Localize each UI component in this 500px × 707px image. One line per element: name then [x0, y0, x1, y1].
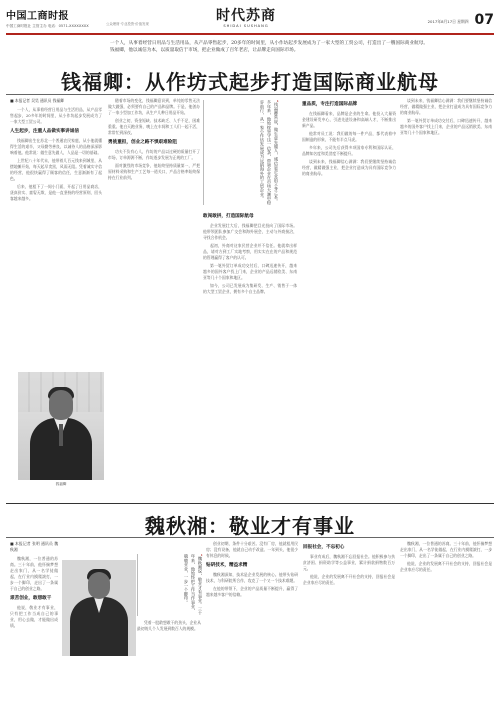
paragraph: 事业有成后，魏秋湘不忘回报社会。他积极参与扶贫济困、捐资助学等公益事业，累计捐款捐物数百万元。 — [303, 554, 395, 571]
section-header — [196, 5, 296, 28]
story2-byline: ■ 本报记者 张明 通讯员 魏秋湘 — [10, 541, 58, 552]
story2-subhead-1: 艰苦创业，敢想敢干 — [10, 596, 52, 601]
story1-column-4 — [302, 98, 396, 500]
issue-date: 2017年8月17日 星期四 — [427, 19, 469, 24]
story2-column-2b — [137, 620, 201, 702]
story2-pull-quote — [137, 554, 204, 616]
page-number: 07 — [474, 12, 494, 28]
story1-lead: 一个人，从事着经营日用品与生活用品，从产品零售起步，20多年的时间里，从小作坊起步发展成为了一家大型的工贸公司，打造出了一艘国际商业航母。钱福卿，他以诚信为本，以质量取信于市场，把企业做成了百年老店，让品牌走向国际市场。 — [110, 41, 428, 53]
paragraph: 如今，公司已发展成为集研发、生产、销售于一体的大型工贸企业，拥有多个自主品牌。 — [203, 283, 297, 294]
story2-column-4 — [400, 541, 492, 701]
paragraph: 凭着一股敢想敢干的劲头，企业从最初的几个人发展到数百人的规模。 — [137, 620, 201, 631]
story2-column-2 — [206, 541, 298, 701]
story1-subhead-2: 勇挑重担，创业之路不惧艰难险阻 — [108, 140, 177, 145]
masthead-right — [428, 13, 494, 27]
story1-portrait-photo — [18, 372, 104, 480]
headline-divider-2 — [6, 537, 494, 538]
story1-column-2 — [108, 98, 200, 500]
paragraph: 他说，敬业才有事业，只有把工作当成自己的事业，用心去做，才能做出成绩。 — [10, 605, 58, 628]
story1-column-3 — [203, 210, 297, 500]
paragraph: 随着市场的变化，钱福卿意识到，单纯的零售无法做大做强，必须要有自己的产品和品牌。于是，他创办了一家小型加工作坊，从生产几种日用品开始。 — [108, 98, 200, 115]
story1-photo-caption: 钱福卿 — [55, 482, 67, 486]
paragraph: 第一笔外贸订单成功交付后，口碑迅速传开，越来越多的国外客户找上门来，企业的产品远销欧美、东南亚等几十个国家和地区。 — [400, 118, 492, 135]
paragraph: 多年来，公司先后获得多项国家专利和国际认证，品牌知名度和美誉度不断提升。 — [302, 145, 396, 156]
paragraph: 他说，企业的发展离不开社会的支持，回报社会是企业家应尽的责任。 — [303, 574, 395, 585]
story2-pull-quote-text: 魏秋湘说，敬业才有事业。三十年来，他始终把工作当作事业，兢兢业业，一步一个脚印。 — [184, 554, 203, 616]
paragraph: 创业之初，资金短缺、技术缺乏、人手不足，困难重重。他白天跑业务，晚上在车间和工人们一起干活，常常忙到深夜。 — [108, 118, 200, 135]
paragraph: 谈到未来，钱福卿信心满满：我们要继续坚持诚信经营，做精做强主业，把企业打造成为具有国际竞争力的商业航母。 — [400, 98, 492, 115]
quote-mark-icon: “ — [274, 100, 279, 103]
paragraph: 企业发展壮大后，钱福卿把目光投向了国际市场。他带领团队参加广交会和海外展会，主动与外商接洽，寻找合作机会。 — [203, 223, 297, 240]
paragraph: 在他的带领下，企业的产品质量不断提升，赢得了越来越多客户的信赖。 — [206, 586, 298, 597]
story1-column-1 — [10, 98, 102, 370]
paragraph: 功夫不负有心人，作坊的产品以过硬的质量打开了市场，订单源源不断，作坊逐步发展为正规的工厂。 — [108, 149, 200, 160]
story1-subhead-1: 人生起步，注重人品做实事讲诚信 — [10, 129, 79, 134]
paragraph: 魏秋湘，一位普通的苏商。三十年前，他怀揣梦想走出家门，从一名学徒做起，在行业内摸爬滚打，一步一个脚印，走出了一条属于自己的创业之路。 — [400, 541, 492, 558]
paragraph: 魏秋湘，一位普通的苏商。三十年前，他怀揣梦想走出家门，从一名学徒做起，在行业内摸爬滚打，一步一个脚印，走出了一条属于自己的创业之路。 — [10, 556, 58, 591]
paragraph: 后来，他租下了一间小门面，开起了日用品商店，货真价实、童叟无欺，是他一直坚持的经营原则，回头客越来越多。 — [10, 184, 102, 201]
story2-subhead-3: 回报社会，不忘初心 — [303, 545, 345, 550]
paper-sub-info: 中国工商时报社 主管主办 电话：0571-XXXXXXXX — [6, 24, 89, 28]
headline-divider — [6, 94, 494, 95]
paragraph: 一个人，从事着经营日用品与生活用品，从产品零售起步，20多年的时间里，从小作坊起步发展成为了一家大型工贸公司。 — [10, 107, 102, 124]
paragraph: 面对激烈的市场竞争，他始终坚持质量第一，严把原材料采购和生产工艺每一道关口，产品合格率始终保持在行业前列。 — [108, 163, 200, 180]
section-title: 时代苏商 — [216, 8, 276, 24]
paragraph: 魏秋湘深知，技术是企业发展的核心。他带头钻研技术，与科研院所合作，攻克了一个又一个技术难题。 — [206, 572, 298, 583]
story1-column-5 — [400, 98, 492, 500]
masthead-tagline: 公众理财·专业投资·价值发现 — [106, 22, 149, 26]
quote-mark-icon: “ — [198, 554, 203, 557]
paragraph: 上世纪八十年代末，他带着几百元钱来到城里，从摆地摊开始，每天起早贪黑，风雨无阻。凭着诚实守信的经营，他很快赢得了顾客的信任，生意渐渐有了起色。 — [10, 158, 102, 181]
paper-name: 中国工商时报 — [6, 11, 69, 22]
story1-pull-quote — [203, 100, 280, 205]
story2-subhead-2: 钻研技术，精益求精 — [206, 563, 248, 568]
story-divider — [6, 503, 494, 504]
story2-portrait-photo — [62, 560, 136, 656]
paragraph: 创业初期，条件十分艰苦。没有厂房，他就租用民房；没有设备，他就自己动手改造。一年到头，他很少有休息的时候。 — [206, 541, 298, 558]
section-title-en: SHIDAI SUSHANG — [223, 24, 269, 28]
masthead — [6, 7, 494, 35]
story2-column-3 — [303, 541, 395, 701]
story1-headline: 钱福卿：从作坊式起步打造国际商业航母 — [61, 70, 439, 94]
paragraph: 他说，企业的发展离不开社会的支持，回报社会是企业家应尽的责任。 — [400, 561, 492, 572]
paragraph: 谈到未来，钱福卿信心满满：我们要继续坚持诚信经营，做精做强主业，把企业打造成为具有国际竞争力的商业航母。 — [302, 159, 396, 176]
story2-headline: 魏秋湘：敬业才有事业 — [145, 514, 355, 538]
paragraph: 钱福卿出生在苏北一个普通农民家庭，从小他就懂得生活的艰辛，父母勤劳善良，以诚待人的品格深深影响着他。他常说：做生意先做人，人品是一切的基础。 — [10, 138, 102, 155]
paragraph: 第一笔外贸订单成功交付后，口碑迅速传开，越来越多的国外客户找上门来，企业的产品远销欧美、东南亚等几十个国家和地区。 — [203, 263, 297, 280]
story2-column-1 — [10, 541, 58, 701]
story1-subhead-3: 敢闯敢拼，打造国际航母 — [203, 214, 254, 219]
story1-byline: ■ 本报记者 吴昊 通讯员 钱福卿 — [10, 98, 64, 103]
paragraph: 在钱福卿看来，品牌是企业的生命。他投入大量资金建设研发中心，引进先进设备和高端人才，不断推出新产品。 — [302, 111, 396, 128]
paragraph: 他常对员工说：我们做的每一件产品，都代表着中国制造的形象，不能有半点马虎。 — [302, 131, 396, 142]
story1-subhead-4: 重品质，专注打造国际品牌 — [302, 102, 358, 107]
story1-pull-quote-text: 钱福卿常说，做生意先做人，诚信是企业的立身之本。多年来，他始终坚守这一信条，带领企业在市场大潮中稳步前行，从一家小作坊发展成为远销海外的工贸企业。 — [260, 100, 279, 205]
paragraph: 起初，外商对这家民营企业并不信任。他就拿出样品，请对方到工厂实地考察，用实实在在的产品和规范的管理赢得了客户的认可。 — [203, 243, 297, 260]
